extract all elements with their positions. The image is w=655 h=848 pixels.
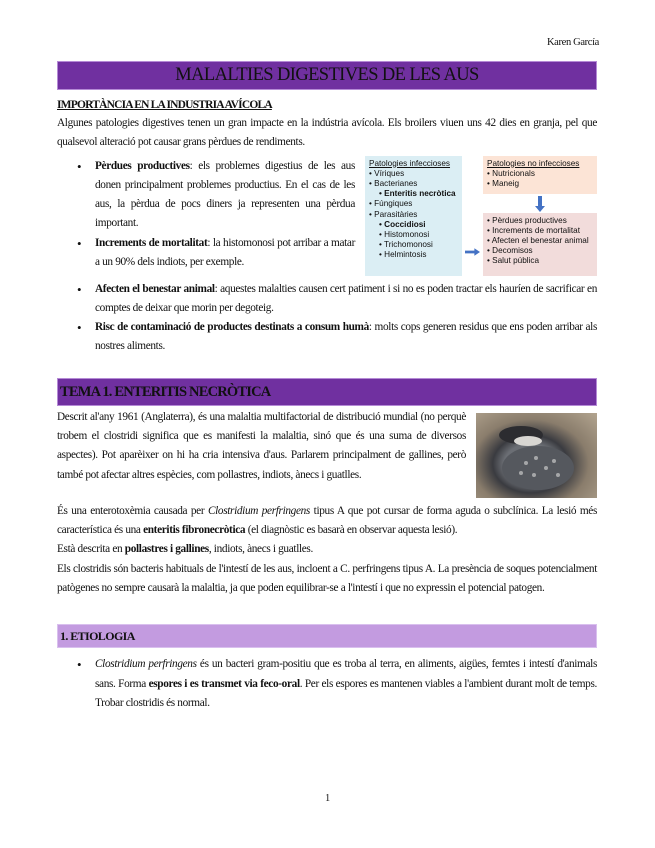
text: . Per els espores es mantenen viables a l'ambient durant molt de temps. Trobar clostridis és normal. (95, 677, 598, 709)
diagram-item: • Maneig (487, 179, 593, 189)
diagram-item: • Fúngiques (369, 199, 458, 209)
page-number: 1 (325, 793, 330, 804)
bullet-term: Pèrdues productives (95, 159, 190, 172)
text: , indiots, ànecs i guatlles. (208, 543, 313, 556)
text: (el diagnòstic es basarà en observar aquesta lesió). (245, 524, 458, 537)
diagram-item: • Parasitàries (369, 210, 458, 220)
diagram-subitem: • Helmintosis (369, 250, 458, 260)
bullet-text: : aquestes malalties causen cert patiment i si no es poden tractar els hauríen de sacrificar en comptes de deixar que morin per degoteig. (95, 282, 597, 314)
page-content (57, 61, 597, 713)
diagram-item: • Afecten el benestar animal (487, 236, 593, 246)
text: és un bacteri gram-positiu que es troba al terra, en aliments, aigües, femtes i intestí d'animals sans. Forma (95, 658, 597, 690)
diagram-item: • Nutricionals (487, 169, 593, 179)
diagram-subitem: • Coccidiosi (369, 220, 458, 230)
importance-heading: IMPORTÀNCIA EN LA INDUSTRIA AVÍCOLA (57, 99, 272, 111)
importance-list (57, 157, 597, 357)
text: Està descrita en (57, 543, 125, 556)
list-item (57, 280, 597, 319)
sick-chicken-photo (476, 413, 597, 498)
species-name: Clostridium perfringens (207, 504, 310, 517)
diagram-item: • Víriques (369, 169, 458, 179)
non-infectious-title: Patologies no infeccioses (487, 158, 580, 168)
bold-term: enteritis fibronecròtica (143, 524, 246, 537)
tema1-paragraph-3 (57, 540, 597, 559)
etiologia-list (57, 655, 597, 713)
diagram-item: • Pèrdues productives (487, 216, 593, 226)
bullet-text: : els problemes digestius de les aus donen principalment problemes productius. En el cas de les aus, la pèrdua de pocs diners ja representen una pèrdua important. (95, 159, 355, 230)
section-heading-etiologia: 1. ETIOLOGIA (57, 624, 597, 648)
bullet-term: Afecten el benestar animal (95, 282, 215, 295)
bold-term: espores i es transmet via feco-oral (148, 677, 300, 690)
diagram-subitem: • Trichomonosi (369, 240, 458, 250)
text: tipus A que pot cursar de forma aguda o subclínica. La lesió més característica és una (57, 504, 597, 537)
author-name: Karen García (546, 37, 599, 48)
section-heading-tema1: TEMA 1. ENTERITIS NECRÒTICA (57, 378, 597, 406)
species-name: Clostridium perfringens (95, 658, 197, 671)
bullet-text: : molts cops generen residus que ens poden arribar als nostres aliments. (95, 321, 597, 353)
list-item (57, 157, 597, 234)
diagram-item: • Bacterianes (369, 179, 458, 189)
diagram-subitem: • Enteritis necròtica (369, 189, 458, 199)
text: És una enterotoxèmia causada per (57, 504, 208, 517)
tema1-paragraph-1: Descrit al'any 1961 (Anglaterra), és una malaltia multifactorial de distribució mundial (no perquè trobem el clostridi significa que es manifesti la malaltia, sinó que és una suma de diversos aspectes). Pot aparèixer on hi ha cria intensiva d'aus. Parlarem principalment de gallines, però també pot afectar altres espècies, com pollastres, indiots, ànecs i guatlles. (57, 410, 466, 481)
document-title: MALALTIES DIGESTIVES DE LES AUS (57, 61, 597, 90)
tema1-body (57, 408, 597, 598)
bold-term: pollastres i gallines (124, 543, 209, 556)
diagram-subitem: • Histomonosi (369, 230, 458, 240)
diagram-item: • Decomisos (487, 246, 593, 256)
diagram-item: • Increments de mortalitat (487, 226, 593, 236)
list-item (57, 234, 597, 273)
bullet-text: : la histomonosi pot arribar a matar a un 90% dels indiots, per exemple. (95, 236, 355, 269)
tema1-paragraph-2 (57, 502, 597, 541)
diagram-item: • Salut pública (487, 256, 593, 266)
bullet-term: Risc de contaminació de productes destinats a consum humà (95, 321, 369, 334)
tema1-paragraph-4: Els clostridis són bacteris habituals de l'intestí de les aus, incloent a C. perfringens tipus A. La presència de soques potencialment patògenes no sempre causarà la malaltia, ja que poden equilibrar-se a l'intestí i que no expressin el potencial patogen. (57, 562, 597, 594)
chicken-image (476, 413, 597, 498)
bullet-term: Increments de mortalitat (95, 236, 208, 249)
list-item (57, 318, 597, 357)
infectious-title: Patologies infeccioses (369, 158, 451, 168)
importance-intro: Algunes patologies digestives tenen un gran impacte en la indústria avícola. Els broilers viuen uns 42 dies en granja, pel que qualsevol alteració pot causar grans pèrdues de rendiments. (57, 117, 597, 149)
list-item (57, 655, 597, 713)
